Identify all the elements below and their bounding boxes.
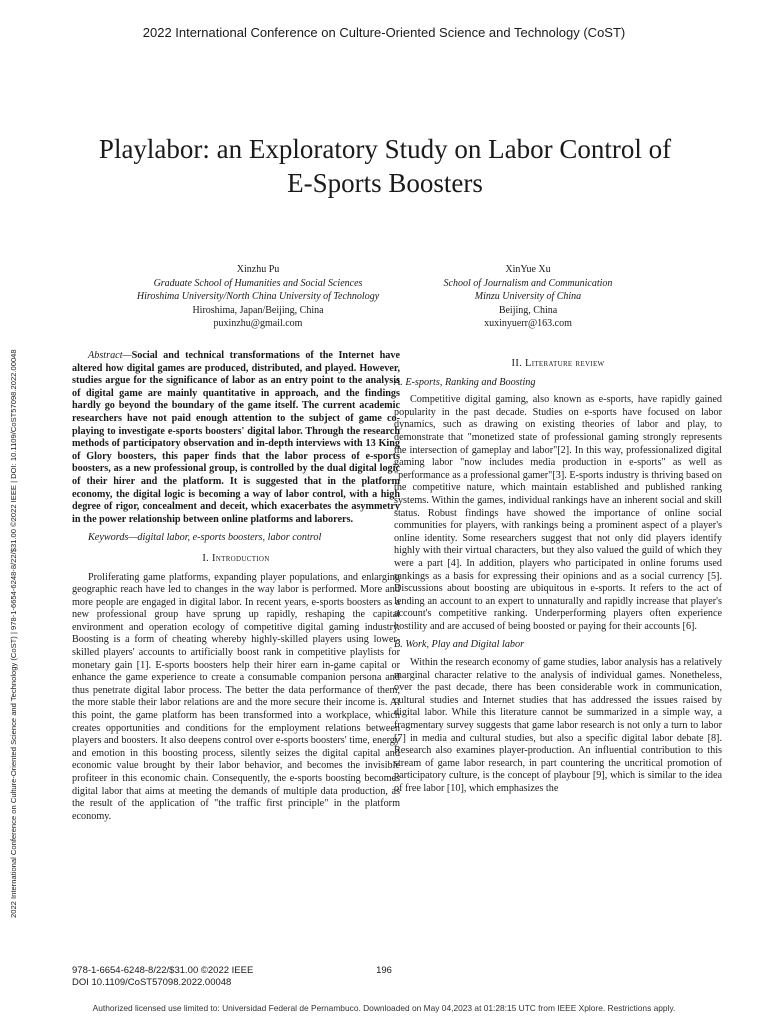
footer-isbn: 978-1-6654-6248-8/22/$31.00 ©2022 IEEE <box>72 965 254 976</box>
keywords: Keywords—digital labor, e-sports boosters, labor control <box>88 532 322 544</box>
author-location: Beijing, China <box>498 304 558 316</box>
abstract-label: Abstract— <box>88 350 132 361</box>
side-identifier-text: 2022 International Conference on Culture-Oriented Science and Technology (CoST) | 978-1-6654-6248-8/22/$31.00 ©2022 IEEE | DOI: 10.1109/CoST57098.2022.00048 <box>9 349 18 918</box>
page-number: 196 <box>376 965 392 976</box>
author-location: Hiroshima, Japan/Beijing, China <box>192 304 324 316</box>
paper-title <box>40 132 730 200</box>
author-affiliation: Minzu University of China <box>474 291 582 302</box>
section-heading-literature-review: II. Literature review <box>511 358 605 369</box>
abstract-text: Social and technical transformations of the Internet have altered how digital games are produced, distributed, and played. However, studies argue for the significance of labor as an entry point to the analysis of digital game are mainly quantitative in approach, and the findings hardly go beyond the boundary of the game itself. The current academic researchers have not paid enough attention to the subject of game co-playing to investigate e-sports boosters' digital labor. Through the research methods of participatory observation and in-depth interviews with 13 King of Glory boosters, this paper finds that the labor process of e-sports boosters, as a new professional group, is controlled by the dual digital logic of their hirer and the platform. It is suggested that in the platform economy, the digital logic is becoming a way of labor control, with a high degree of rigor, concealment and deceit, which exacerbates the asymmetry in the power relationship between online platforms and laborers. <box>72 350 400 525</box>
conference-header: 2022 International Conference on Culture-Oriented Science and Technology (CoST) <box>142 25 626 40</box>
author-name: XinYue Xu <box>505 264 551 275</box>
author-affiliation: School of Journalism and Communication <box>443 277 613 289</box>
body-paragraph: Proliferating game platforms, expanding player populations, and enlarging geographic reach have led to changes in the way labor is performed. More and more people are engaged in digital labor. In recent years, e-sports boosters as a new professional group have sprung up rapidly, reshaping the capital environment and operation ecology of competitive digital gaming industry. Boosting is a form of cheating whereby highly-skilled players using lower-skilled players' accounts to artificially boost rank in competitive playlists for monetary gain [1]. E-sports boosters help their hirer earn in-game capital or enhance the game experience to create a consumable companion persona and thus penetrate digital labor process. The better the data performance of them, the more stable their labor relations are and the more secure their income is. At this point, the game platform has been transformed into a workplace, which creates opportunities and conditions for the employment relations between players and boosters. It also deepens control over e-sports boosters' time, energy and emotion in this boosting process, silently seizes the digital capital and economic value brought by their labor behavior, and becomes the invisible profiteer in this economic chain. Consequently, the e-sports boosting becomes digital labor that aims at meeting the demands of multiple data production, as the result of the application of "the traffic first principle" in the platform economy. <box>72 571 400 822</box>
license-notice: Authorized licensed use limited to: Universidad Federal de Pernambuco. Downloaded on May 04,2023 at 01:28:15 UTC from IEEE Xplore. Restrictions apply. <box>92 1003 676 1013</box>
body-paragraph: Within the research economy of game studies, labor analysis has a relatively marginal character relative to the analysis of individual games. Nonetheless, over the past decade, there has been considerable work in communication, cultural studies and Internet studies that has addressed the issues raised by digital labor. While this literature cannot be summarized in a simple way, a fragmentary survey suggests that game labor research is not only a turn to labor [7] in media and cultural studies, but also a specific digital labor debate [8]. Research also examines player-production. An influential contribution to this stream of game labor research, in part countering the uncritical promotion of participatory culture, is the concept of playbour [9], which is similar to the idea of free labor [10], which emphasizes the <box>394 657 722 794</box>
right-column <box>394 350 722 802</box>
author-email: puxinzhu@gmail.com <box>213 318 303 329</box>
section-heading-introduction: I. Introduction <box>202 552 270 564</box>
side-identifier <box>9 158 25 918</box>
abstract <box>72 350 400 526</box>
title-line-1: Playlabor: an Exploratory Study on Labor Control of <box>98 134 672 164</box>
author-affiliation: Graduate School of Humanities and Social Sciences <box>153 277 363 289</box>
author-affiliation: Hiroshima University/North China University of Technology <box>136 291 380 302</box>
author-email: xuxinyuerr@163.com <box>484 318 572 329</box>
body-paragraph: Competitive digital gaming, also known as e-sports, have rapidly gained popularity in the past decade. Studies on e-sports have focused on labor dynamics, such as drawing on existing theories of labor and play, to demonstrate that "monetized state of professional gaming strongly represents the intersection of gameplay and labor"[2]. In this way, professionalized digital gaming labor "now includes media production in e-sports" as well as "performance as a professional gamer"[3]. E-sports industry is thriving based on the competitive nature, which maintain established and published ranking systems. Within the games, individual rankings have an inherent social and skill status. Robust findings have showed the importance of online social communities for players, with rankings being a prominent aspect of a player's online identity. Some researchers suggest that not only did players identify highly with their virtual characters, but they also valued the guild of which they were a part [4]. In addition, players who participated in online forums used rankings as a basis for expressing their opinions and as a social currency [5]. Discussions about boosting are ubiquitous in e-sports. It refers to the act of lending an account to an expert to unnaturally and rapidly increase that player's account's competitive ranking. Underperforming players often experience hostility and are accused of being boosted or paying for their accounts [6]. <box>394 394 722 632</box>
subsection-heading-a: A. E-sports, Ranking and Boosting <box>394 376 536 388</box>
title-line-2: E-Sports Boosters <box>287 168 483 198</box>
footer-doi: DOI 10.1109/CoST57098.2022.00048 <box>72 976 232 988</box>
left-column <box>72 350 400 829</box>
author-block-2 <box>378 263 678 331</box>
author-block-1 <box>108 263 408 331</box>
author-name: Xinzhu Pu <box>236 264 280 275</box>
subsection-heading-b: B. Work, Play and Digital labor <box>394 639 525 651</box>
